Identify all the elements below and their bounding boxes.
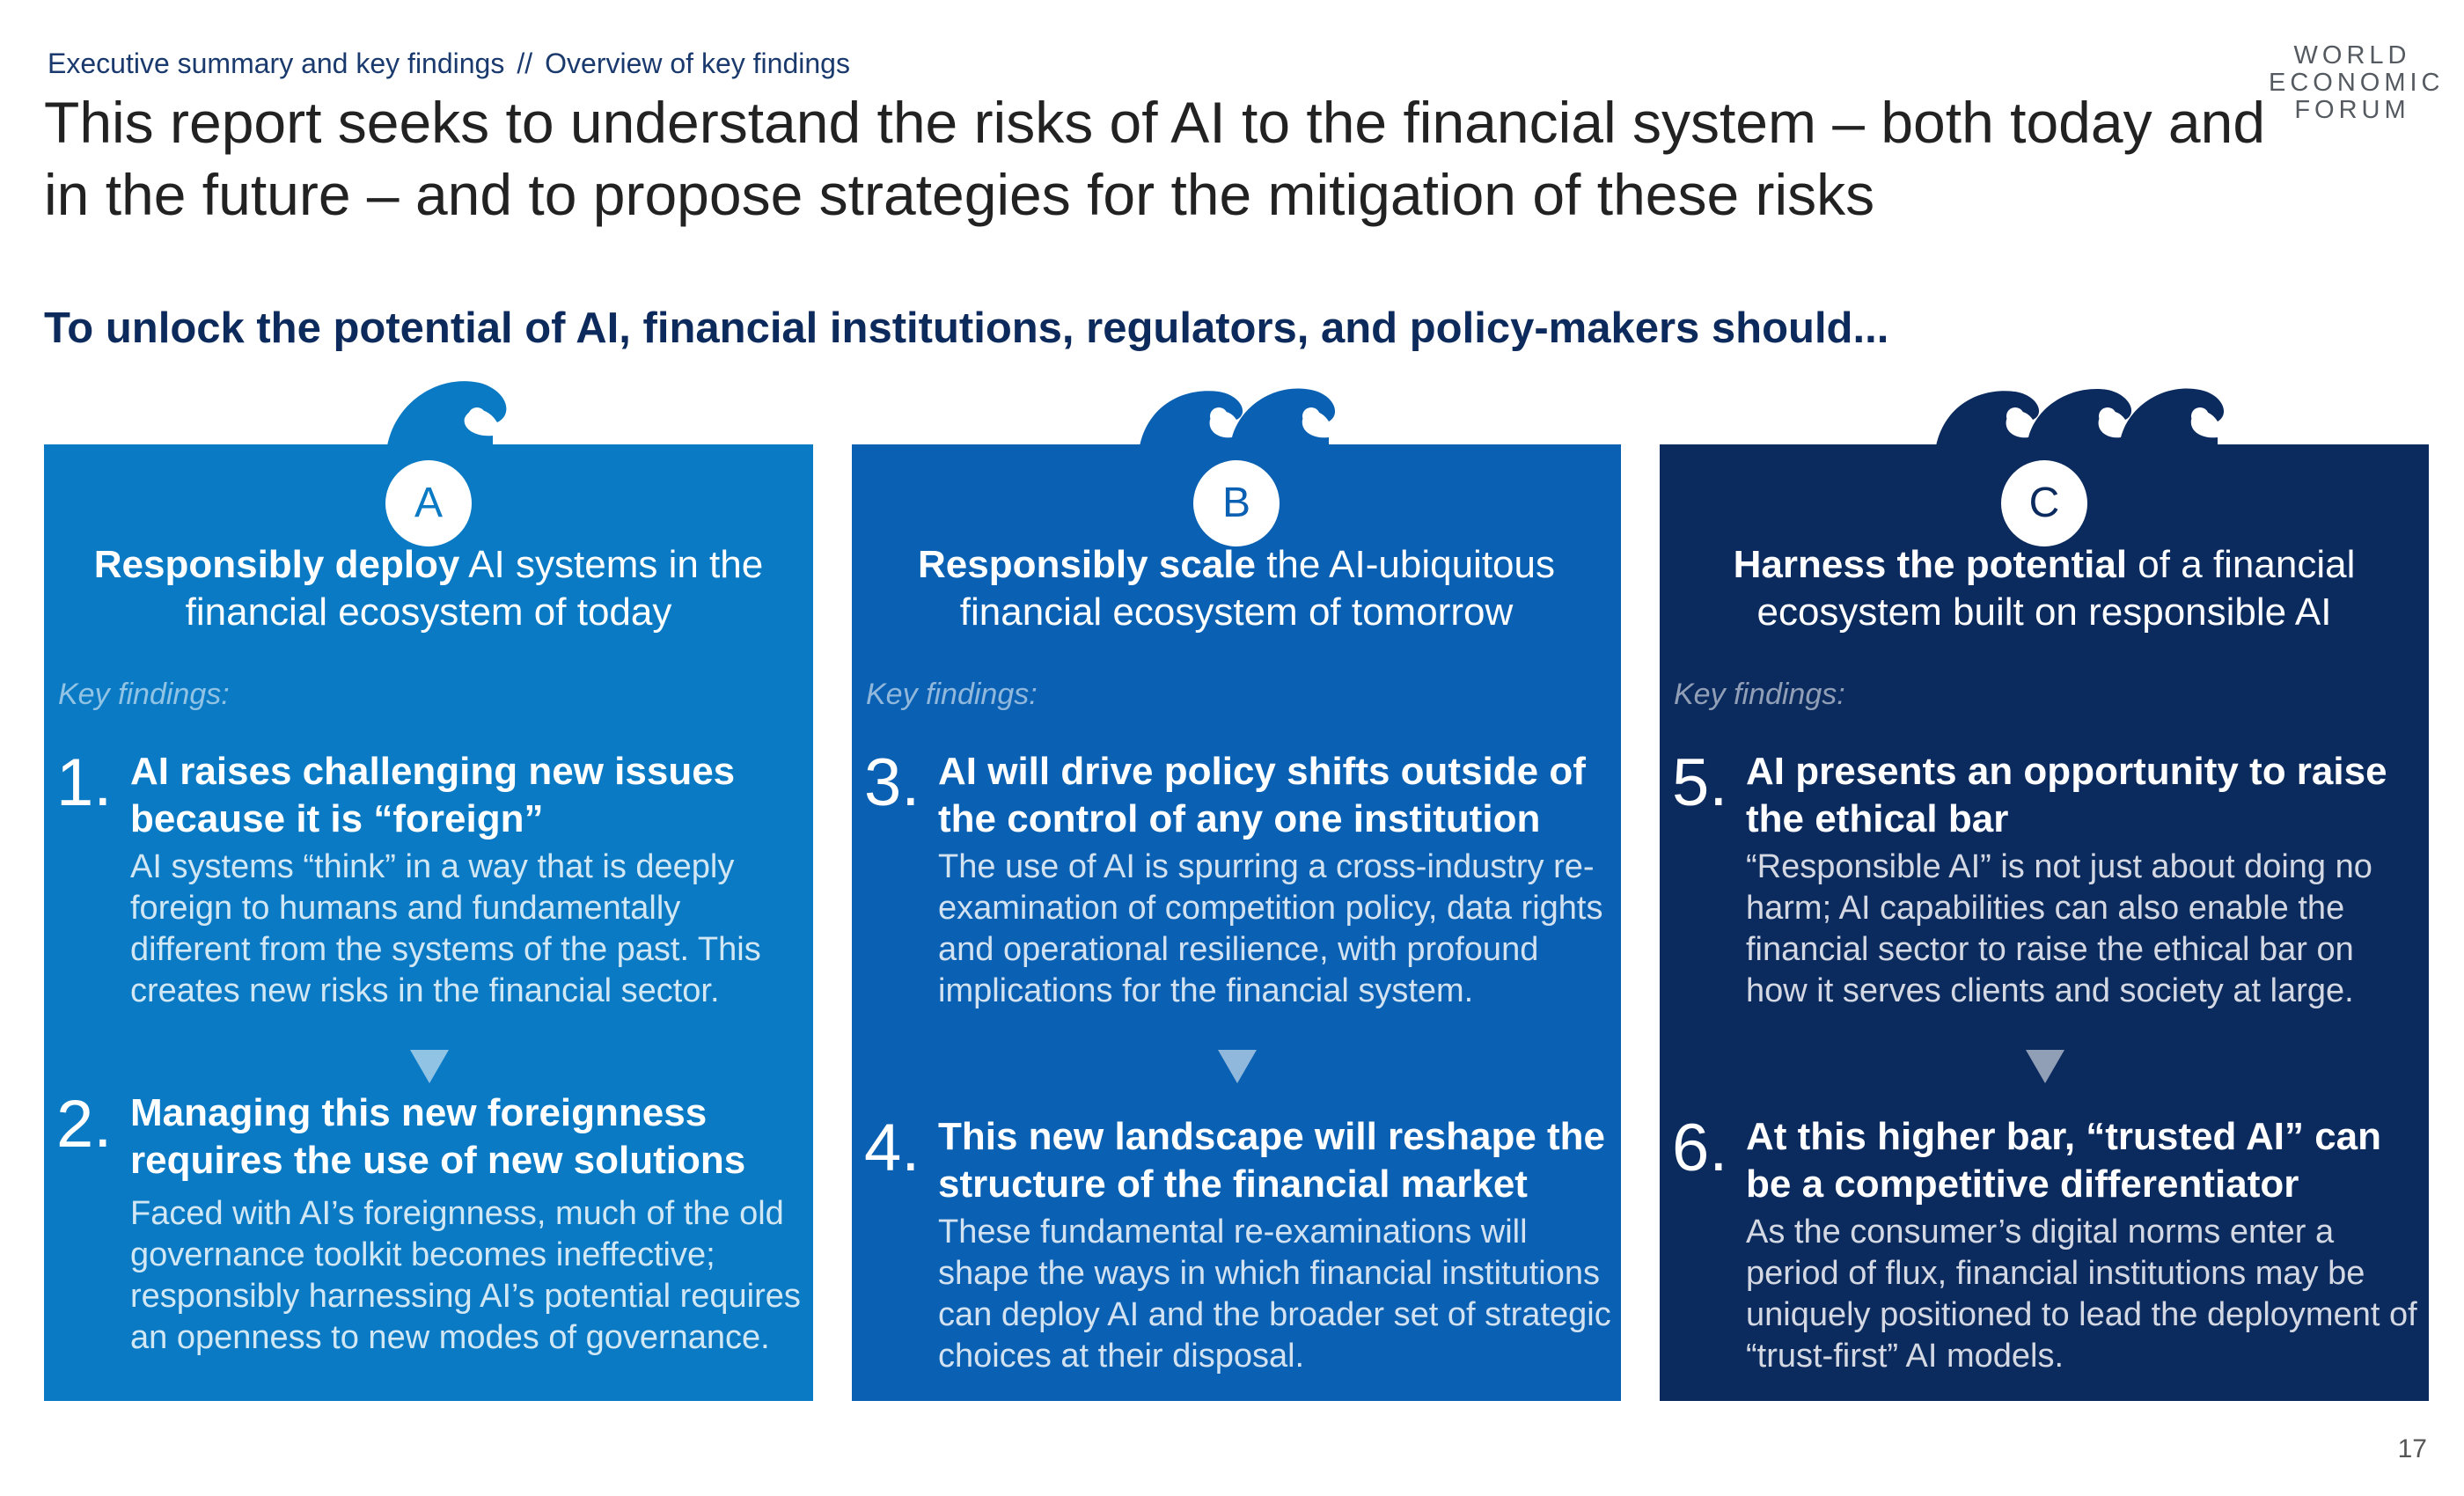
page-title: This report seeks to understand the risks of AI to the financial system – both today and in the future – and to propose strategies for the mitigation of these risks [44,90,2266,227]
wave-icon-a [387,381,506,446]
finding-number: 5. [1672,745,1728,820]
key-findings-label: Key findings: [58,678,230,711]
panel-heading-bold: Harness the potential [1733,543,2128,586]
subheading: To unlock the potential of AI, financial institutions, regulators, and policy-makers should... [44,304,1889,352]
breadcrumb-section[interactable]: Executive summary and key findings [48,48,505,79]
key-findings-label: Key findings: [1674,678,1845,711]
panel-heading [1677,541,2411,636]
wave-graphics [0,365,2464,453]
finding-heading: This new landscape will reshape the structure of the financial market [938,1115,1606,1206]
down-arrow-icon [2026,1050,2064,1083]
page-number: 17 [2397,1434,2427,1463]
logo-line-3: FORUM [2294,96,2410,124]
breadcrumb-separator: // [517,48,533,79]
key-findings-label: Key findings: [866,678,1038,711]
breadcrumb [48,48,850,80]
finding-heading: AI will drive policy shifts outside of the control of any one institution [938,750,1586,840]
panel-c [1660,444,2429,1401]
wave-icon-b [1140,389,1335,446]
panel-heading [869,541,1603,636]
finding-number: 3. [864,745,920,820]
logo-line-2: ECONOMIC [2269,69,2445,97]
panel-heading-rest: the AI-ubiquitous financial ecosystem of tomorrow [959,543,1555,634]
finding-body: Faced with AI’s foreignness, much of the old governance toolkit becomes ineffective; responsibly harnessing AI’s potential requires an openness to new modes of governance. [130,1195,801,1356]
panel-a [44,444,813,1401]
finding-body: AI systems “think” in a way that is deeply foreign to humans and fundamentally different from the systems of the past. This creates new risks in the financial sector. [130,848,761,1009]
finding-body: The use of AI is spurring a cross-industry re-examination of competition policy, data rights and operational resilience, with profound implications for the financial system. [938,848,1603,1009]
breadcrumb-page[interactable]: Overview of key findings [545,48,850,79]
finding-number: 1. [56,745,113,820]
down-arrow-icon [410,1050,449,1083]
finding-body: “Responsible AI” is not just about doing no harm; AI capabilities can also enable the financial sector to raise the ethical bar on how it serves clients and society at large. [1746,848,2372,1009]
panel-b [852,444,1621,1401]
finding-body: These fundamental re-examinations will shape the ways in which financial institutions can deploy AI and the broader set of strategic choices at their disposal. [938,1214,1611,1375]
finding-heading: Managing this new foreignness requires the use of new solutions [130,1091,746,1182]
panel-letter-badge: A [385,460,472,546]
panel-heading-rest: of a financial ecosystem built on responsible AI [1756,543,2356,634]
down-arrow-icon [1218,1050,1257,1083]
wef-logo [2269,41,2445,148]
finding-number: 6. [1672,1111,1728,1185]
finding-number: 4. [864,1111,920,1185]
finding-body: As the consumer’s digital norms enter a period of flux, financial institutions may be uniquely positioned to lead the deployment of “trust-first” AI models. [1746,1214,2417,1375]
wave-icon-c [1936,389,2224,446]
panel-heading [62,541,796,636]
finding-number: 2. [56,1087,113,1162]
panel-heading-bold: Responsibly scale [918,543,1256,586]
panel-heading-bold: Responsibly deploy [93,543,460,586]
finding-heading: At this higher bar, “trusted AI” can be a competitive differentiator [1746,1115,2382,1206]
finding-heading: AI presents an opportunity to raise the ethical bar [1746,750,2387,840]
panel-letter-badge: B [1193,460,1280,546]
logo-line-1: WORLD [2293,41,2411,70]
finding-heading: AI raises challenging new issues because it is “foreign” [130,750,736,840]
panel-heading-rest: AI systems in the financial ecosystem of today [185,543,764,634]
panel-letter-badge: C [2001,460,2087,546]
